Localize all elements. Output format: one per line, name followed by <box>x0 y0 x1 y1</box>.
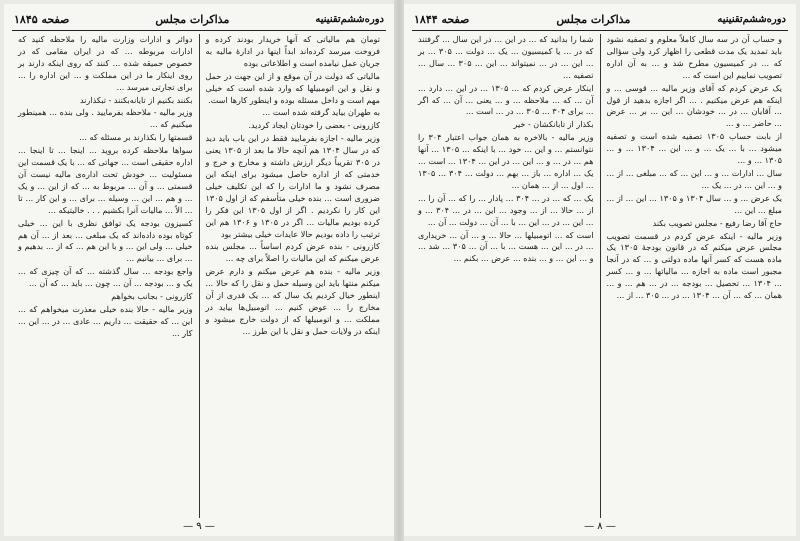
right-column <box>200 34 387 518</box>
paragraph: به طهران بیاید گرفته شده است ... <box>262 107 380 118</box>
left-page <box>4 4 394 536</box>
paragraph: یک عرض ... و ... سال ۱۳۰۴ و ۱۳۰۵ ... این ... از ... مبلغ ... این ... <box>606 192 782 215</box>
paragraph: کازرونی - بجانب بخواهم <box>111 291 193 302</box>
paragraph: یک ... که ... در ... ۳۰۴ ... پادار ... را که ... آن را ... از ... حالا ... از ... وجود ... این ... در ... ۳۰۴ ... و ... این ... در ... این ... با ... آن ... دولت ... آن ... <box>418 192 594 227</box>
journal-title: مذاکرات مجلس <box>556 12 631 26</box>
paragraph: شما را بدانید که ... در این ... در این سال ... گرفتند که در ... یا کمیسیون ... یک ... دولت ... ۳۰۵ ... بر ... این ... در ... نمیتواند ... این ... ۳۰۵ ... سال ... تصفیه ... <box>418 34 594 80</box>
paragraph: حاج آقا رضا رفیع - مجلس تصویب بکند <box>652 217 782 228</box>
paragraph: بکنند بکنیم از تایانه‌بکنند - تبکذارند <box>79 94 193 105</box>
paragraph: واجع بودجه ... سال گذشته ... که آن چیزی که ... یک و ... بودجه ... آن ... چون ... باید ... که آن ... <box>18 266 193 289</box>
paragraph: و حساب آن در سه سال کاملاً معلوم و تصفیه نشود باید تمدید یک مدت قطعی را اظهار کرد ولی سؤالی که ... در کمیسیون مطرح شد و ... به آن اداره تصویب نماییم این است که ... <box>606 34 782 80</box>
paragraph: سال ... ادارات ... و ... این ... که ... مبلغی ... از ... و ... این ... در ... یک ... <box>606 167 782 190</box>
page-label: صفحه ۱۸۴۵ <box>14 12 70 26</box>
paragraph: دوائر و ادارات وزارت مالیه را ملاحظه کنید که ادارات مربوطه ... که در ایران مقامی که در خصوص حمیقه شده ... کنند که روی اینکه دارند بر روی اینکار ما در این مملکت و ... این اداره را ... برای تجارتی میرسد ... <box>18 34 193 92</box>
paragraph: وزیر مالیه - حالا بنده خیلی معذرت میخواهم که ... این ... که حقیقت ... داریم ... عادی ... در ... این ... کار ... <box>18 303 193 338</box>
paragraph: یک عرض کردم که آقای وزیر مالیه ... قوسی ... و اینکه هم عرض میکنیم . ... اگر اجازه بدهید از قول ... آقایان ... در ... خودشان ... این ... بر ... عرض ... حاضر ... و ... <box>606 82 782 129</box>
paragraph: مالیاتی که دولت در آن موقع و از این جهت در حمل و نقل و این اتومبیلها که وارد شده است که خیلی مهم است و داخل مسئله بوده و اینطور کارها است. <box>205 70 380 105</box>
page-label: صفحه ۱۸۴۴ <box>414 12 470 26</box>
paragraph: کازرونی - بنده عرض کردم اساساً ... مجلس بنده عرض میکنم که این مالیات را اصلاً برای چه ... <box>205 241 380 264</box>
paragraph: وزیر مالیه - بالاخره به همان جواب اعتبار ۳۰۴ را نتوانستم ... و این ... خود ... با اینکه ... ۱۳۰۵ ... آنها هم ... در ... و ... این ... در این ... ۱۳۰۴ ... است ... یک ... اداره ... باز ... بهم ... دولت ... ۳۰۴ ... ۱۳۰۵ ... اول ... از ... همان ... <box>418 132 594 190</box>
paragraph: تومان هم مالیاتی که آنها خریدار بودند کرده و فروخت میرسد کرده‌اند ابداً اینها در ادارهٔ مالیه به جریان عمل نیامده است و اطلاعاتی بوده <box>205 34 380 68</box>
page-header <box>414 10 786 28</box>
paragraph: وزیر مالیه - اجازه بفرمایید فقط در این باب باید دید که در سال ۱۳۰۴ هم آنچه حالا ما بعد از ۱۳۰۵ یعنی در ۳۰۵ تقریباً دیگر ارزش داشته و مخارج و خرج و خدمتی که از اداره حاصل میشود برای اینکه این مصرف نشود و ما ادارات را که این تکلیف خیلی ضروری است ... بنده خیلی متأسفم که از اول ۱۳۰۵ این کار را نکردیم . اگر از اول ۱۳۰۵ این فکر را کرده بودیم مالیات ... اگر در ۱۳۰۵ و ۱۳۰۶ هم این ترتیب را داده بودیم حالا عایدات خیلی بیشتر بود <box>205 133 381 239</box>
left-column <box>12 34 199 518</box>
journal-title: مذاکرات مجلس <box>155 12 230 26</box>
session-label: دوره‌ششم‌تقنینیه <box>315 13 384 25</box>
text-columns <box>412 34 788 518</box>
paragraph: سواها ملاحظه کرده بروید ... اینجا ... تا اینجا ... اداره حقیقی است ... جهاتی که ... با یک قسمت این مسئولیت ... خودش تحت اداره‌ی مالیه نیست آن قسمتی ... و آن ... مربوط به ... که از این ... و یک ... و هم‌ ... این ... وسیله ... برای ... و این کار ... تا ... الاً ... مالیات آنرا بکشیم . . . خالیتیکه ... <box>18 145 193 215</box>
paragraph: قسمتها را بکذارند بر مسئله که ... <box>79 132 193 143</box>
paragraph: از بابت حساب ۱۳۰۵ تصفیه شده است و تصفیه میشود ... با ... یک ... و ... این ... ۱۳۰۴ ... و ... ۱۳۰۵ ... و ... <box>606 131 782 166</box>
paragraph: کازرونی - بعضی را خودتان ایجاد کردید. <box>248 120 380 131</box>
left-column <box>412 34 600 518</box>
paragraph: وزیر مالیه - اینکه عرض کردم در قسمت تصویب مجلس عرض میکنم که در قانون بودجهٔ ۱۳۰۵ یک ماده هست که کسر آنها ماده دولتی و ... که در آنجا مجبور است ماده به اجازه ... مالیاتها ... و ... کسر ... ۱۳۰۴ ... تحصیل ... بودجه ... در ... هم ... و ... همان ... که ... آن ... ۱۳۰۴ ... در ... ۳۰۵ ... از ... <box>606 230 783 301</box>
book-gutter <box>394 0 404 541</box>
right-page <box>404 4 796 536</box>
paragraph: اینکار عرض کردم که ... ۱۳۰۵ ... در این ... دارد ... آن ... که ... ملاحظه ... و ... یعنی ... آن ... که اگر ... برای ۳۰۴ ... ۳۰۵ ... در ... است ... <box>418 82 594 117</box>
paragraph: وزیر مالیه - بنده هم عرض میکنم و دارم عرض میکنم منتها باید این وسیله حمل و نقل را که حالا ... اینطور خیال کردیم یک سال که ... یک قدری از آن مخارج را ... عوض کنیم ... اتومبیل‌ها بیاید در مملکت ... و اتومبیلها که از دولت خارج میشود و اینکه در ولایات حمل و نقل با این طرز ... <box>205 266 380 336</box>
session-label: دوره‌ششم‌تقنینیه <box>717 13 786 25</box>
paragraph: بکذار از تابانکشان - خیر <box>513 119 594 130</box>
paragraph: کسیزون بودجه یک توافق نظری با این ... خیلی کوتاه بوده داده‌اند که یک مبلغی ... بعد از ... آن هم خیلی ... ولی این ... و با این هم ... که از ... بدهیم و ... برای ... بیانیم ... <box>18 217 193 264</box>
page-header <box>14 10 384 28</box>
paragraph: وزیر مالیه - ملاحظه بفرمایید . ولی بنده ... همینطور میکنیم که ... <box>18 107 193 130</box>
page-number: — ۸ — <box>584 521 616 532</box>
paragraph: است که ... اتومبیلها ... حالا ... و ... آن ... خریداری ... در ... این ... هست ... با ... آن ... ۳۰۵ ... شد ... و ... این ... و ... بنده ... عرض ... بکنم ... <box>418 229 594 264</box>
text-columns <box>12 34 386 518</box>
header-rule <box>412 30 788 31</box>
header-rule <box>12 30 386 31</box>
page-number: — ۹ — <box>183 521 215 532</box>
right-column <box>601 34 789 518</box>
